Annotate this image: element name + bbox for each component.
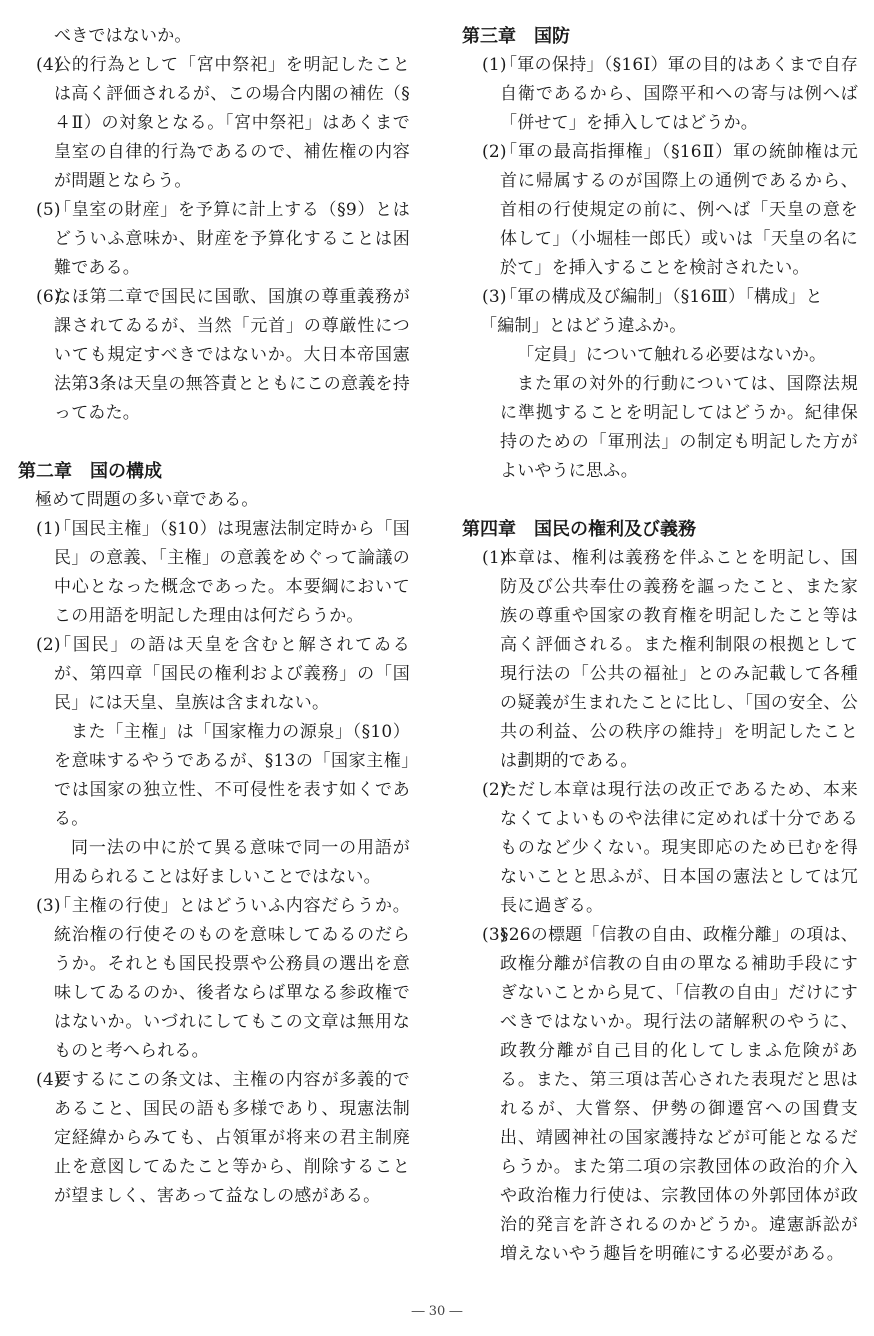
ch2-item-3 — [18, 892, 410, 1066]
ch4-item-3 — [462, 921, 858, 1269]
item-text: 公的行為として「宮中祭祀」を明記したことは高く評価されるが、この場合内閣の補佐（§４Ⅱ）の対象となる。「宮中祭祀」はあくまで皇室の自律的行為であるので、補佐権の内容が問題とならう。 — [54, 55, 410, 191]
chapter-2-lead: 極めて問題の多い章である。 — [35, 490, 259, 510]
ch4-item-2 — [462, 776, 858, 921]
ch3-item-3-line-2: 「編制」とはどう違ふか。 — [480, 316, 687, 336]
item-4-saishi — [18, 51, 410, 196]
ch3-item-1 — [462, 51, 858, 138]
item-number: (1) — [36, 519, 61, 539]
item-number: (4) — [36, 1070, 61, 1090]
spacer — [462, 486, 858, 515]
item-number: (2) — [482, 142, 507, 162]
item-number: (4) — [36, 55, 61, 75]
chapter-2-heading: 第二章 国の構成 — [18, 461, 162, 482]
right-column — [462, 22, 858, 1269]
chapter-4-heading: 第四章 国民の権利及び義務 — [462, 519, 696, 540]
ch3-item-3 — [462, 283, 858, 312]
item-6-songen — [18, 283, 410, 428]
item-number: (1) — [482, 548, 507, 568]
ch4-item-1 — [462, 544, 858, 776]
item-text: 「皇室の財産」を予算に計上する（§9）とはどういふ意味か、財産を予算化することは困難である。 — [54, 200, 410, 278]
item-number: (6) — [36, 287, 61, 307]
item-5-zaisan — [18, 196, 410, 283]
intro-continuation: べきではないか。 — [54, 26, 192, 46]
ch2-item-2-para-2: また「主権」は「国家権力の源泉」（§10）を意味するやうであるが、§13の「国家主権」では国家の独立性、不可侵性を表す如くである。 — [54, 722, 410, 829]
item-number: (1) — [482, 55, 507, 75]
item-number: (3) — [36, 896, 61, 916]
item-number: (5) — [36, 200, 61, 220]
ch2-item-2 — [18, 631, 410, 718]
item-text: なほ第二章で国民に国歌、国旗の尊重義務が課されてゐるが、当然「元首」の尊厳性についても規定すべきではないか。大日本帝国憲法第3条は天皇の無答責とともにこの意義を持ってゐた。 — [54, 287, 410, 423]
ch2-item-1 — [18, 515, 410, 631]
item-text: 「軍の保持」（§16Ⅰ）軍の目的はあくまで自存自衛であるから、国際平和への寄与は例へば「併せて」を挿入してはどうか。 — [500, 55, 858, 133]
chapter-3-heading: 第三章 国防 — [462, 26, 570, 47]
item-text: 「軍の最高指揮権」（§16Ⅱ）軍の統帥権は元首に帰属するのが国際上の通例であるから、首相の行使規定の前に、例へば「天皇の意を体して」（小堀桂一郎氏）或いは「天皇の名に於て」を挿入することを検討されたい。 — [500, 142, 858, 278]
item-number: (2) — [36, 635, 61, 655]
ch2-item-4 — [18, 1066, 410, 1211]
spacer — [18, 428, 410, 457]
item-number: (2) — [482, 780, 507, 800]
left-column — [18, 22, 410, 1211]
ch2-item-2-para-3: 同一法の中に於て異る意味で同一の用語が用ゐられることは好ましいことではない。 — [54, 838, 410, 887]
ch3-item-2 — [462, 138, 858, 283]
item-text-line-1: 「軍の構成及び編制」（§16Ⅲ）「構成」と — [500, 287, 823, 307]
ch3-item-3-para-2: 「定員」について触れる必要はないか。 — [517, 345, 827, 365]
ch3-item-3-para-3: また軍の対外的行動については、国際法規に準拠することを明記してはどうか。紀律保持のための「軍刑法」の制定も明記した方がよいやうに思ふ。 — [500, 374, 858, 481]
item-text: 要するにこの条文は、主権の内容が多義的であること、国民の語も多様であり、現憲法制定経緯からみても、占領軍が将来の君主制廃止を意図してゐたこと等から、削除することが望ましく、害あって益なしの感がある。 — [54, 1070, 410, 1206]
item-text: 「主権の行使」とはどういふ内容だらうか。統治権の行使そのものを意味してゐるのだらうか。それとも国民投票や公務員の選出を意味してゐるのか、後者ならば單なる参政権ではないか。いづれにしてもこの文章は無用なものと考へられる。 — [54, 896, 410, 1061]
item-number: (3) — [482, 287, 507, 307]
item-text: 「国民」の語は天皇を含むと解されてゐるが、第四章「国民の権利および義務」の「国民」には天皇、皇族は含まれない。 — [54, 635, 410, 713]
item-text: 本章は、権利は義務を伴ふことを明記し、国防及び公共奉仕の義務を謳ったこと、また家族の尊重や国家の教育権を明記したこと等は高く評価される。また権利制限の根拠として現行法の「公共の福祉」とのみ記載して各種の疑義が生まれたことに比し、「国の安全、公共の利益、公の秩序の維持」を明記したことは劃期的である。 — [500, 548, 858, 771]
item-text: 「国民主権」（§10）は現憲法制定時から「国民」の意義、「主権」の意義をめぐって論議の中心となった概念であった。本要綱においてこの用語を明記した理由は何だらうか。 — [54, 519, 410, 626]
page-number: ― 30 ― — [411, 1304, 463, 1319]
item-number: (3) — [482, 925, 507, 945]
item-text: §26の標題「信教の自由、政権分離」の項は、政権分離が信教の自由の單なる補助手段にすぎないことから見て、「信教の自由」だけにすべきではないか。現行法の諸解釈のやうに、政教分離が自己目的化してしまふ危険がある。また、第三項は苦心された表現だと思はれるが、大嘗祭、伊勢の御遷宮への国費支出、靖國神社の国家護持などが可能となるだらうか。また第二項の宗教団体の政治的介入や政治権力行使は、宗教団体の外郭団体が政治的発言を許されるのかどうか。違憲訴訟が増えないやう趣旨を明確にする必要がある。 — [500, 925, 858, 1264]
item-text: ただし本章は現行法の改正であるため、本来なくてよいものや法律に定めれば十分であるものなど少くない。現実即応のため已むを得ないことと思ふが、日本国の憲法としては冗長に過ぎる。 — [500, 780, 858, 916]
